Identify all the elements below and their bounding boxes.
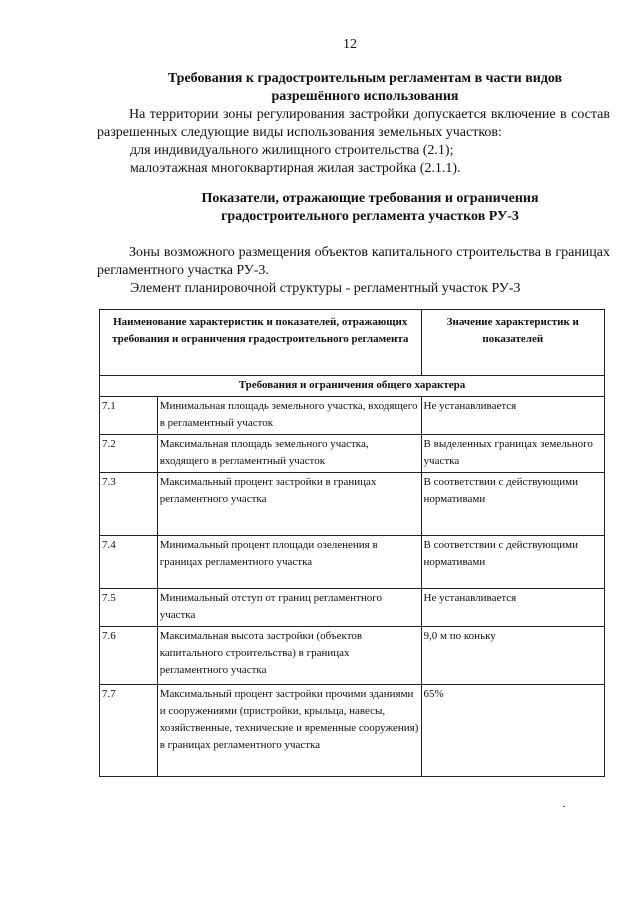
table-row	[100, 435, 605, 473]
table-row	[100, 536, 605, 589]
element-line: Элемент планировочной структуры - регламентный участок РУ-3	[130, 281, 521, 296]
row-value: В выделенных границах земельного участка	[421, 435, 604, 473]
section-heading-indicators: Показатели, отражающие требования и ограничения градостроительного регламента участков РУ-3	[201, 191, 539, 224]
row-number: 7.7	[100, 685, 158, 777]
header-value-cell: Значение характеристик и показателей	[421, 310, 604, 376]
table-row	[100, 473, 605, 536]
section-row	[100, 376, 605, 397]
row-name: Максимальный процент застройки в границах регламентного участка	[157, 473, 421, 536]
row-name: Максимальная площадь земельного участка, входящего в регламентный участок	[157, 435, 421, 473]
row-number: 7.3	[100, 473, 158, 536]
page-number: 12	[343, 37, 357, 52]
scan-mark	[563, 806, 565, 807]
row-number: 7.1	[100, 397, 158, 435]
row-value: Не устанавливается	[421, 589, 604, 627]
table-header-row	[100, 310, 605, 376]
row-number: 7.2	[100, 435, 158, 473]
row-value: В соответствии с действующими нормативами	[421, 473, 604, 536]
row-value: Не устанавливается	[421, 397, 604, 435]
row-number: 7.5	[100, 589, 158, 627]
row-value: 9,0 м по коньку	[421, 627, 604, 685]
permitted-use-item: для индивидуального жилищного строительства (2.1);	[130, 143, 454, 158]
table-row	[100, 397, 605, 435]
row-number: 7.6	[100, 627, 158, 685]
zones-paragraph: Зоны возможного размещения объектов капитального строительства в границах регламентного участка РУ-3.	[97, 245, 610, 278]
row-value: В соответствии с действующими нормативами	[421, 536, 604, 589]
table-row	[100, 589, 605, 627]
row-name: Максимальная высота застройки (объектов капитального строительства) в границах регламентного участка	[157, 627, 421, 685]
section-heading-permitted-use: Требования к градостроительным регламентам в части видов разрешённого использования	[167, 71, 563, 104]
header-name-cell: Наименование характеристик и показателей, отражающих требования и ограничения градостроительного регламента	[100, 310, 422, 376]
row-number: 7.4	[100, 536, 158, 589]
intro-paragraph: На территории зоны регулирования застройки допускается включение в состав разрешенных следующие виды использования земельных участков:	[97, 107, 610, 140]
table-row	[100, 685, 605, 777]
row-value: 65%	[421, 685, 604, 777]
row-name: Минимальная площадь земельного участка, входящего в регламентный участок	[157, 397, 421, 435]
row-name: Минимальный процент площади озеленения в границах регламентного участка	[157, 536, 421, 589]
row-name: Максимальный процент застройки прочими зданиями и сооружениями (пристройки, крыльца, навесы, хозяйственные, технические и временные сооружения) в границах регламентного участка	[157, 685, 421, 777]
regulation-table	[99, 309, 605, 777]
permitted-use-item: малоэтажная многоквартирная жилая застройка (2.1.1).	[130, 161, 461, 176]
table-row	[100, 627, 605, 685]
row-name: Минимальный отступ от границ регламентного участка	[157, 589, 421, 627]
section-title: Требования и ограничения общего характера	[100, 376, 605, 397]
